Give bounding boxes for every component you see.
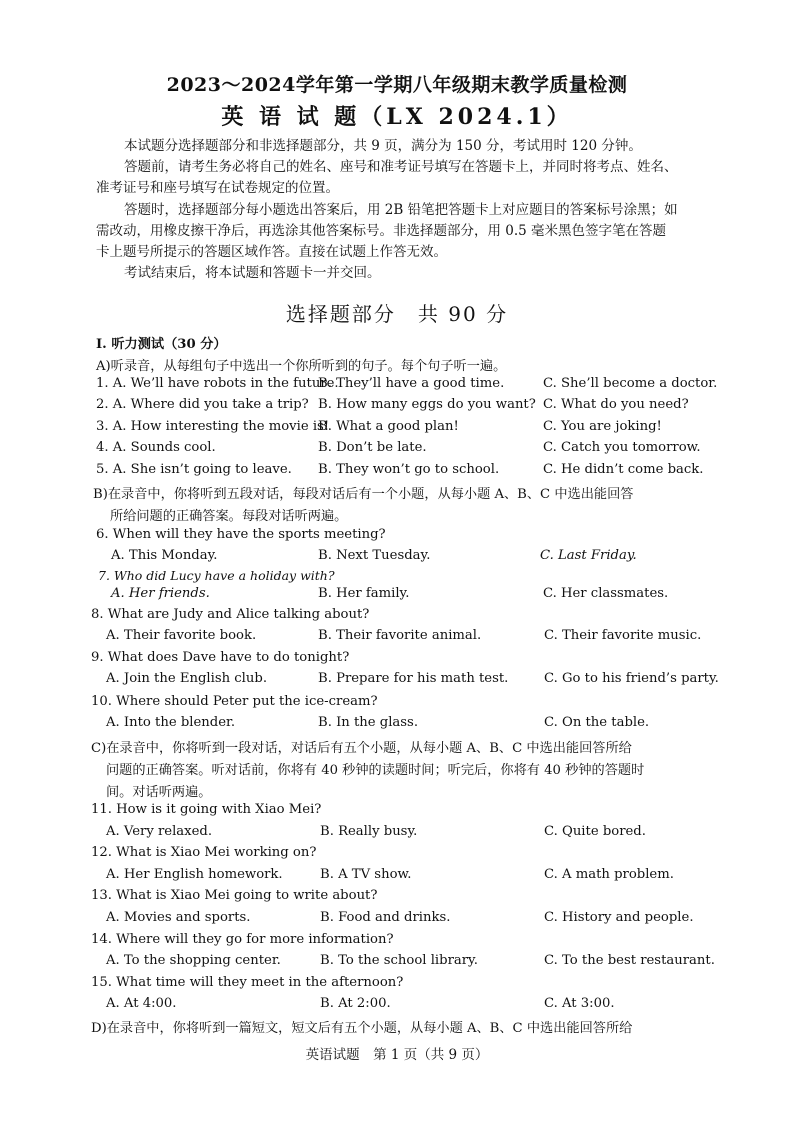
option-c: C. At 3:00. xyxy=(544,996,615,1011)
question: 8. What are Judy and Alice talking about? xyxy=(91,607,370,622)
section-title: 选择题部分 共 90 分 xyxy=(285,302,509,326)
instruction-paragraph: 答题前，请考生务必将自己的姓名、座号和准考证号填写在答题卡上，并同时将考点、姓名、 xyxy=(124,159,678,176)
instruction-paragraph-cont: 准考证号和座号填写在试卷规定的位置。 xyxy=(96,180,339,197)
question: 6. When will they have the sports meeting? xyxy=(96,527,386,542)
option-a: A. Join the English club. xyxy=(106,671,268,686)
option-b: B. A TV show. xyxy=(320,867,412,882)
option-a: A. Into the blender. xyxy=(106,715,236,730)
question: 9. What does Dave have to do tonight? xyxy=(91,650,350,665)
option-b: B. Really busy. xyxy=(320,824,418,839)
option-b: B. Food and drinks. xyxy=(320,910,451,925)
question: 10. Where should Peter put the ice-cream? xyxy=(91,694,378,709)
part-c-instruction-cont: 问题的正确答案。听对话前，你将有 40 秒钟的读题时间；听完后，你将有 40 秒钟的答题时 xyxy=(106,763,645,778)
option-a: 1. A. We’ll have robots in the future. xyxy=(96,376,339,391)
option-a: A. Very relaxed. xyxy=(106,824,213,839)
option-c: C. She’ll become a doctor. xyxy=(543,376,718,391)
part-heading: I. 听力测试（30 分） xyxy=(96,337,227,352)
instruction-paragraph: 本试题分选择题部分和非选择题部分，共 9 页，满分为 150 分，考试用时 120 分钟。 xyxy=(124,138,642,154)
exam-instructions xyxy=(96,136,736,284)
option-b: B. Next Tuesday. xyxy=(318,548,431,563)
option-a: A. Her English homework. xyxy=(106,867,283,882)
option-c: C. Last Friday. xyxy=(540,548,637,563)
option-a: A. At 4:00. xyxy=(106,996,177,1011)
option-b: B. Prepare for his math test. xyxy=(318,671,509,686)
option-b: B. To the school library. xyxy=(320,953,478,968)
option-c: C. You are joking! xyxy=(543,419,662,434)
option-a: 5. A. She isn’t going to leave. xyxy=(96,462,292,477)
option-c: C. Her classmates. xyxy=(543,586,669,601)
part-c-instruction: C)在录音中，你将听到一段对话，对话后有五个小题，从每小题 A、B、C 中选出能回答所给 xyxy=(91,741,632,756)
page-footer: 英语试题 第 1 页（共 9 页） xyxy=(305,1047,489,1063)
question: 15. What time will they meet in the afternoon? xyxy=(91,975,404,990)
option-a: A. To the shopping center. xyxy=(106,953,281,968)
exam-title: 2023～2024学年第一学期八年级期末教学质量检测 xyxy=(166,74,628,96)
option-a: 4. A. Sounds cool. xyxy=(96,440,216,455)
option-b: B. Her family. xyxy=(318,586,410,601)
question: 7. Who did Lucy have a holiday with? xyxy=(98,568,335,583)
option-c: C. Their favorite music. xyxy=(544,628,702,643)
question: 11. How is it going with Xiao Mei? xyxy=(91,802,322,817)
option-a: A. This Monday. xyxy=(111,548,218,563)
part-c-instruction-cont: 间。对话听两遍。 xyxy=(106,785,212,800)
option-b: B. They’ll have a good time. xyxy=(318,376,505,391)
part-a-instruction: A)听录音，从每组句子中选出一个你所听到的句子。每个句子听一遍。 xyxy=(96,359,507,374)
option-a: A. Movies and sports. xyxy=(106,910,251,925)
option-c: C. A math problem. xyxy=(544,867,674,882)
question: 12. What is Xiao Mei working on? xyxy=(91,845,317,860)
part-d-instruction: D)在录音中，你将听到一篇短文，短文后有五个小题，从每小题 A、B、C 中选出能回答所给 xyxy=(91,1021,633,1036)
question: 14. Where will they go for more information? xyxy=(91,932,394,947)
option-c: C. History and people. xyxy=(544,910,694,925)
option-b: B. Don’t be late. xyxy=(318,440,427,455)
option-c: C. What do you need? xyxy=(543,397,689,412)
question: 13. What is Xiao Mei going to write about? xyxy=(91,888,378,903)
option-c: C. To the best restaurant. xyxy=(544,953,715,968)
option-b: B. What a good plan! xyxy=(318,419,459,434)
instruction-paragraph-cont: 卡上题号所提示的答题区域作答。直接在试题上作答无效。 xyxy=(96,244,447,261)
option-b: B. At 2:00. xyxy=(320,996,391,1011)
option-b: B. They won’t go to school. xyxy=(318,462,500,477)
option-c: C. Go to his friend’s party. xyxy=(544,671,719,686)
option-a: 3. A. How interesting the movie is! xyxy=(96,419,330,434)
option-c: C. Catch you tomorrow. xyxy=(543,440,701,455)
part-b-instruction: B)在录音中，你将听到五段对话，每段对话后有一个小题，从每小题 A、B、C 中选出能回答 xyxy=(93,487,634,502)
option-c: C. Quite bored. xyxy=(544,824,646,839)
option-a: 2. A. Where did you take a trip? xyxy=(96,397,309,412)
option-c: C. He didn’t come back. xyxy=(543,462,704,477)
option-b: B. In the glass. xyxy=(318,715,419,730)
option-a: A. Their favorite book. xyxy=(106,628,257,643)
instruction-paragraph: 考试结束后，将本试题和答题卡一并交回。 xyxy=(124,265,381,282)
option-c: C. On the table. xyxy=(544,715,650,730)
instruction-paragraph: 答题时，选择题部分每小题选出答案后，用 2B 铅笔把答题卡上对应题目的答案标号涂黑；如 xyxy=(124,201,678,218)
option-b: B. How many eggs do you want? xyxy=(318,397,536,412)
instruction-paragraph-cont: 需改动，用橡皮擦干净后，再选涂其他答案标号。非选择题部分，用 0.5 毫米黑色签字笔在答题 xyxy=(96,222,667,239)
exam-subtitle: 英 语 试 题（LX 2024.1） xyxy=(221,104,573,130)
part-b-instruction-cont: 所给问题的正确答案。每段对话听两遍。 xyxy=(110,509,348,524)
option-b: B. Their favorite animal. xyxy=(318,628,482,643)
option-a: A. Her friends. xyxy=(111,586,210,601)
